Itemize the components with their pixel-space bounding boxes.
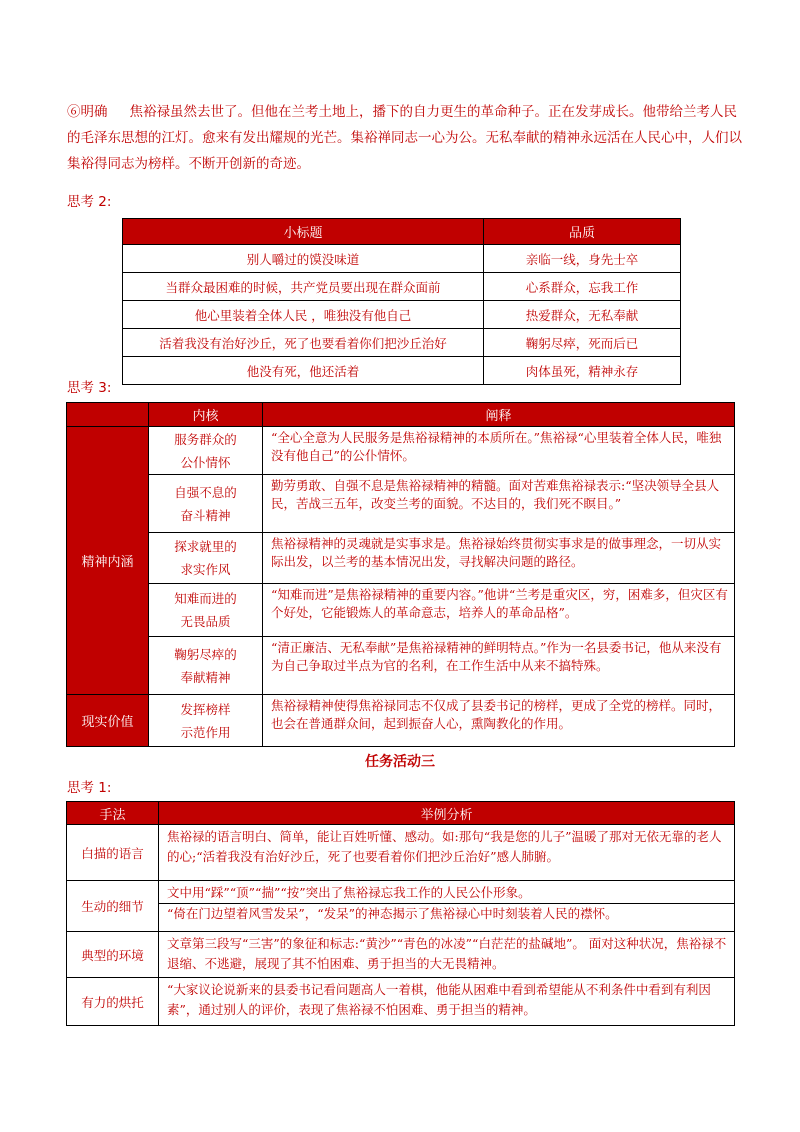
header-analysis: 举例分析 xyxy=(159,802,735,825)
answer-text: 焦裕禄虽然去世了。但他在兰考土地上，播下的自力更生的革命种子。正在发芽成长。他带给兰考人民的毛泽东思想的江灯。愈来有发出耀规的光芒。集裕禅同志一心为公。无私奉献的精神永远活在人民心中，人们以集裕得同志为榜样。不断开创新的奇迹。 xyxy=(67,104,742,172)
table-row xyxy=(123,301,681,329)
table-row xyxy=(67,427,735,475)
analysis-line: “大家议论说新来的县委书记看问题高人一着棋，他能从困难中看到希望能从不利条件中看到有利因素”，通过别人的评价，表现了焦裕禄不怕困难、勇于担当的精神。 xyxy=(167,982,711,1017)
core-cell xyxy=(149,533,263,584)
table-row xyxy=(67,932,735,978)
table-row xyxy=(123,273,681,301)
explanation-cell: 焦裕禄精神使得焦裕禄同志不仅成了县委书记的榜样，更成了全党的榜样。同时，也会在普通群众间，起到振奋人心，熏陶教化的作用。 xyxy=(263,695,735,747)
analysis-line: 文章第三段写“三害”的象征和标志:“黄沙”“青色的冰凌”“白茫茫的盐碱地”。 面对这种状况，焦裕禄不退缩、不逃避，展现了其不怕困难、勇于担当的大无畏精神。 xyxy=(167,936,727,971)
core-cell xyxy=(149,427,263,475)
think3-label: 思考 3: xyxy=(67,380,112,396)
table-row xyxy=(123,329,681,357)
technique-cell: 白描的语言 xyxy=(67,825,159,881)
table-header-row xyxy=(67,403,735,427)
subtitle-cell: 当群众最困难的时候，共产党员要出现在群众面前 xyxy=(123,273,484,301)
analysis-cell xyxy=(159,932,735,978)
subtitle-cell: 他没有死，他还活着 xyxy=(123,357,484,385)
header-core: 内核 xyxy=(149,403,263,427)
quality-cell: 鞠躬尽瘁，死而后已 xyxy=(484,329,681,357)
table-row xyxy=(67,475,735,533)
core-line: 求实作风 xyxy=(180,562,231,577)
explanation-cell: “全心全意为人民服务是焦裕禄精神的本质所在。”焦裕禄“心里装着全体人民，唯独没有他自己”的公仆情怀。 xyxy=(263,427,735,475)
table-row xyxy=(67,825,735,881)
technique-cell: 典型的环境 xyxy=(67,932,159,978)
core-cell xyxy=(149,695,263,747)
header-quality: 品质 xyxy=(484,219,681,245)
analysis-cell xyxy=(159,881,735,932)
core-line: 服务群众的 xyxy=(174,431,237,447)
core-line: 知难而进的 xyxy=(174,591,237,606)
table-row xyxy=(67,533,735,584)
table-row xyxy=(123,357,681,385)
think2-label: 思考 2: xyxy=(67,194,112,210)
quality-cell: 亲临一线，身先士卒 xyxy=(484,245,681,273)
table-row xyxy=(67,637,735,695)
analysis-line: 文中用“踩”“顶”“揣”“按”突出了焦裕禄忘我工作的人民公仆形象。 xyxy=(167,885,531,900)
quality-table xyxy=(122,218,681,385)
header-blank xyxy=(67,403,149,427)
technique-table xyxy=(66,801,735,1026)
core-line: 鞠躬尽瘁的 xyxy=(174,646,237,662)
table-row xyxy=(67,978,735,1026)
subtitle-cell: 别人嚼过的馍没味道 xyxy=(123,245,484,273)
subtitle-cell: 活着我没有治好沙丘，死了也要看着你们把沙丘治好 xyxy=(123,329,484,357)
analysis-line: 焦裕禄的语言明白、简单，能让百姓听懂、感动。如:那句“我是您的儿子”温暖了那对无依无靠的老人的心;“活着我没有治好沙丘，死了也要看着你们把沙丘治好”感人肺腑。 xyxy=(167,829,722,864)
group-spirit-connotation: 精神内涵 xyxy=(67,427,149,695)
quality-cell: 热爱群众，无私奉献 xyxy=(484,301,681,329)
core-line: 发挥榜样 xyxy=(180,701,231,717)
table-row xyxy=(123,245,681,273)
analysis-cell xyxy=(159,825,735,881)
table-header-row xyxy=(123,219,681,245)
task3-heading: 任务活动三 xyxy=(365,754,435,770)
core-line: 奋斗精神 xyxy=(180,507,231,523)
explanation-cell: 焦裕禄精神的灵魂就是实事求是。焦裕禄始终贯彻实事求是的做事理念，一切从实际出发，以兰考的基本情况出发，寻找解决问题的路径。 xyxy=(263,533,735,584)
technique-cell: 有力的烘托 xyxy=(67,978,159,1026)
core-line: 探求就里的 xyxy=(174,539,237,554)
analysis-line: “倚在门边望着风雪发呆”，“发呆”的神态揭示了焦裕禄心中时刻装着人民的襟怀。 xyxy=(159,903,734,924)
core-line: 示范作用 xyxy=(180,724,231,740)
analysis-cell xyxy=(159,978,735,1026)
spirit-table xyxy=(66,402,735,747)
explanation-cell: 勤劳勇敢、自强不息是焦裕禄精神的精髓。面对苦难焦裕禄表示:“坚决领导全县人民，苦战三五年，改变兰考的面貌。不达目的，我们死不瞑目。” xyxy=(263,475,735,533)
explanation-cell: “清正廉洁、无私奉献”是焦裕禄精神的鲜明特点。”作为一名县委书记，他从来没有为自己争取过半点为官的名利，在工作生活中从来不搞特殊。 xyxy=(263,637,735,695)
core-cell xyxy=(149,584,263,637)
task3-think1-label: 思考 1: xyxy=(67,780,112,796)
header-subtitle: 小标题 xyxy=(123,219,484,245)
table-row xyxy=(67,695,735,747)
group-practical-value: 现实价值 xyxy=(67,695,149,747)
table-header-row xyxy=(67,802,735,825)
subtitle-cell: 他心里装着全体人民 ，唯独没有他自己 xyxy=(123,301,484,329)
technique-cell: 生动的细节 xyxy=(67,881,159,932)
explanation-cell: “知难而进”是焦裕禄精神的重要内容。”他讲“兰考是重灾区，穷，困难多，但灾区有个好处，它能锻炼人的革命意志，培养人的革命品格”。 xyxy=(263,584,735,637)
quality-cell: 肉体虽死，精神永存 xyxy=(484,357,681,385)
core-line: 自强不息的 xyxy=(174,484,237,500)
core-line: 无畏品质 xyxy=(180,614,231,629)
quality-cell: 心系群众，忘我工作 xyxy=(484,273,681,301)
header-technique: 手法 xyxy=(67,802,159,825)
answer-lead: ⑥明确 xyxy=(67,104,108,120)
core-cell xyxy=(149,475,263,533)
core-cell xyxy=(149,637,263,695)
header-explanation: 阐释 xyxy=(263,403,735,427)
table-row xyxy=(67,584,735,637)
core-line: 奉献精神 xyxy=(180,669,231,685)
core-line: 公仆情怀 xyxy=(180,454,231,470)
table-row xyxy=(67,881,735,932)
answer-paragraph xyxy=(67,99,747,177)
